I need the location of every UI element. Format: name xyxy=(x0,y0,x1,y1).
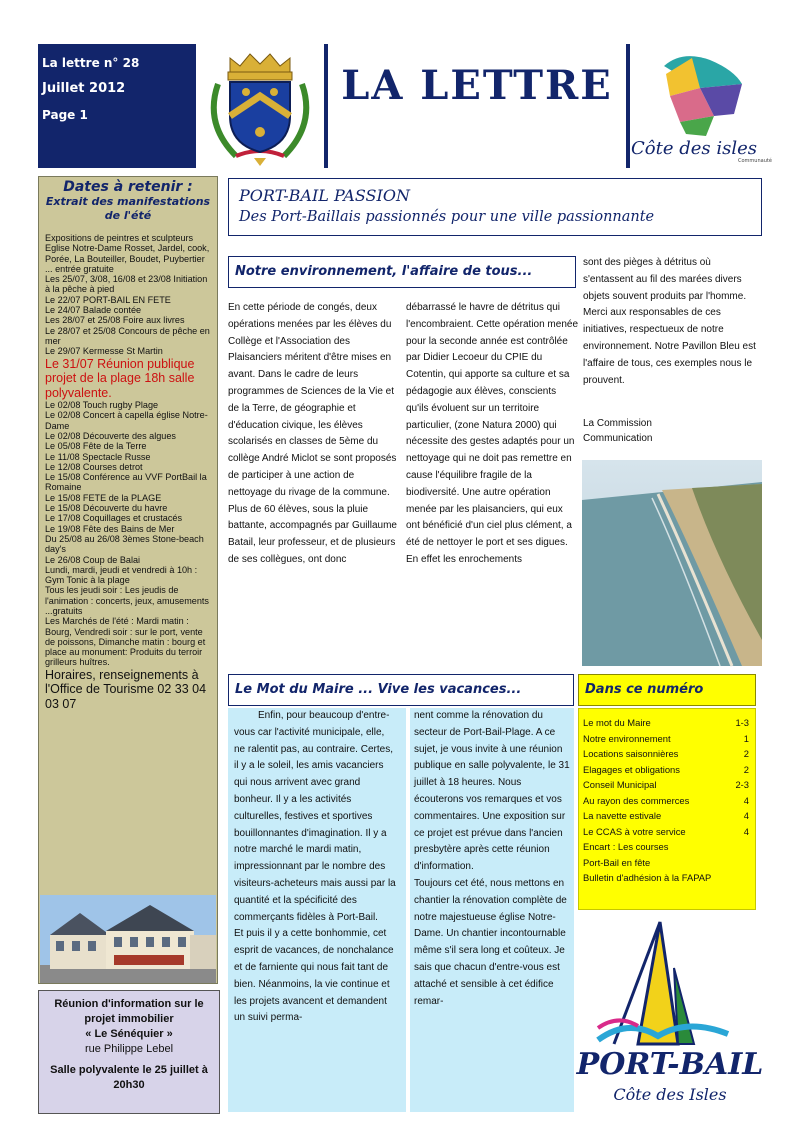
date-entry: Le 15/08 Découverte du havre xyxy=(45,503,168,514)
environment-heading: Notre environnement, l'affaire de tous... xyxy=(228,256,576,288)
contents-item[interactable] xyxy=(583,870,751,886)
contents-item[interactable] xyxy=(583,731,751,747)
maire-paragraph: Toujours cet été, nous mettons en chantier la rénovation complète de notre majestueuse église Notre-Dame. Un chantier incontournable même s'il sera long et coûteux. Je sais que chacun d'entre-vous est attaché et sensible à cet édifice remar- xyxy=(414,877,567,1007)
contents-item[interactable] xyxy=(583,839,751,855)
date-entry: Le 15/08 FETE de la PLAGE xyxy=(45,492,162,503)
contents-item-label: La navette estivale xyxy=(583,810,662,821)
environment-column-3: sont des pièges à détritus où s'entassent au fil des marées divers objets souvent produits par l'homme. Merci aux responsables de ces initiatives, respectueux de notre environnement. Notre Pavillon Bleu est l'affaire de tous, ces exemples nous le prouvent. xyxy=(583,257,756,386)
contents-item[interactable] xyxy=(583,777,751,793)
logo-name: PORT-BAIL xyxy=(576,1047,764,1082)
date-entry: Le 22/07 PORT-BAIL EN FETE xyxy=(45,294,171,305)
date-entry: Du 25/08 au 26/08 3èmes Stone-beach day's xyxy=(45,533,204,555)
contents-item-page: 4 xyxy=(743,794,749,806)
svg-text:Communauté: Communauté xyxy=(738,158,772,164)
date-entry: Le 26/08 Coup de Balai xyxy=(45,554,141,565)
contents-item-label: Au rayon des commerces xyxy=(583,794,690,806)
reunion-date: Salle polyvalente le 25 juillet à 20h30 xyxy=(50,1064,208,1091)
contents-item-label: Notre environnement xyxy=(583,732,671,744)
contents-item-page: 2 xyxy=(743,748,749,759)
date-entry: Les 25/07, 3/08, 16/08 et 23/08 Initiation à la pêche à pied xyxy=(45,274,208,295)
contents-item-page: 1-3 xyxy=(735,717,749,728)
date-entry: Lundi, mardi, jeudi et vendredi à 10h : Gym Tonic à la plage xyxy=(45,564,198,586)
headline-box xyxy=(228,178,762,236)
contents-item-page: 2-3 xyxy=(735,779,749,790)
building-photo xyxy=(40,895,216,983)
contents-item-page: 2 xyxy=(743,763,749,775)
date-entry: Les Marchés de l'été : Mardi matin : Bourg, Vendredi soir : sur le port, vente de poissons, Dimanche matin : bourg et place au monument: Produits du terroir grilleurs huîtres. xyxy=(45,616,206,668)
masthead xyxy=(38,44,772,168)
contents-item-label: Conseil Municipal xyxy=(583,779,657,790)
maire-paragraph: Et puis il y a cette bonhommie, cet esprit de vacances, de nonchalance et de farniente qui nous fait tant de bien. Néanmoins, la vie continue et les projets avancent et demandent un suivi perma- xyxy=(234,928,394,1024)
environment-column-1: En cette période de congés, deux opérations menées par les élèves du Collège et l'Association des Plaisanciers méritent d'être mises en avant. Dans le cadre de leurs programmes de Sciences de la Vie et de la Terre, de géographie et d'éducation civique, les élèves scolarisés en classes de 5ème du collège André Miclot se sont proposés de participer à une action de nettoyage du rivage de la commune. Plus de 60 élèves, sous la pluie battante, accompagnés par Guillaume Batail, leur professeur, et de plusieurs de ses collègues, ont donc xyxy=(228,302,397,565)
date-entry: Le 02/08 Touch rugby Plage xyxy=(45,400,159,411)
date-entry: Expositions de peintres et sculpteurs Eglise Notre-Dame Rosset, Jardel, cook, Porée, La Bouteiller, Boudet, Puybertier ... entrée gratuite xyxy=(45,233,210,274)
article-signature xyxy=(583,416,761,446)
logo-lettering: Côte des isles xyxy=(631,138,757,159)
coat-of-arms-logo xyxy=(196,44,324,168)
contents-item[interactable] xyxy=(583,855,751,871)
issue-date: Juillet 2012 xyxy=(42,81,126,96)
contents-item-label: Encart : Les courses xyxy=(583,841,669,852)
contents-item[interactable] xyxy=(583,808,751,824)
date-entry: Le 02/08 Découverte des algues xyxy=(45,430,176,441)
contents-item-page: 4 xyxy=(743,810,749,821)
dates-title: Dates à retenir : xyxy=(63,179,193,195)
reunion-project-name: « Le Sénéquier » xyxy=(85,1028,173,1040)
contents-item[interactable] xyxy=(583,746,751,762)
headline-subtitle: Des Port-Baillais passionnés pour une ville passionnante xyxy=(239,209,655,225)
contents-item-label: Bulletin d'adhésion à la FAPAP xyxy=(583,872,712,883)
date-highlight: Le 31/07 Réunion publique projet de la plage 18h salle polyvalente. xyxy=(45,356,195,400)
contents-item[interactable] xyxy=(583,762,751,778)
dates-sidebar xyxy=(38,176,218,984)
dates-subtitle: Extrait des manifestations de l'été xyxy=(45,195,211,222)
date-entry: Le 17/08 Coquillages et crustacés xyxy=(45,513,182,524)
signature-line-1: La Commission xyxy=(583,418,652,429)
date-entry: Tous les jeudi soir : Les jeudis de l'animation : concerts, jeux, amusements ...gratuits xyxy=(45,585,209,616)
date-entry: Le 05/08 Fête de la Terre xyxy=(45,441,147,452)
contents-heading: Dans ce numéro xyxy=(578,674,756,706)
maire-column-2 xyxy=(410,708,574,1112)
contents-item-page: 4 xyxy=(743,825,749,837)
reunion-info-box xyxy=(38,990,220,1114)
contents-item[interactable] xyxy=(583,824,751,840)
signature-line-2: Communication xyxy=(583,433,653,444)
date-entry: Le 29/07 Kermesse St Martin xyxy=(45,346,163,357)
date-entry: Le 11/08 Spectacle Russe xyxy=(45,451,151,462)
cote-des-isles-logo xyxy=(630,44,772,168)
contents-item[interactable] xyxy=(583,793,751,809)
tourism-office-info: Horaires, renseignements à l'Office de Tourisme 02 33 04 03 07 xyxy=(45,667,207,711)
maire-column-1 xyxy=(228,708,406,1112)
date-entry: Le 28/07 et 25/08 Concours de pêche en mer xyxy=(45,325,210,346)
contents-item-label: Le mot du Maire xyxy=(583,717,651,728)
logo-tagline: Côte des Isles xyxy=(613,1085,727,1104)
maire-heading: Le Mot du Maire ... Vive les vacances... xyxy=(228,674,574,706)
maire-paragraph: nent comme la rénovation du secteur de Port-Bail-Plage. A ce sujet, je vous invite à une réunion publique en salle polyvalente, le 31 juillet à 18 heures. Nous écouterons vos remarques et vos commentaires. Une exposition sur ce projet est prévue dans l'ancien presbytère après cette réunion d'information. xyxy=(414,710,570,873)
headline-title: PORT-BAIL PASSION xyxy=(239,186,410,205)
title-box xyxy=(328,44,626,168)
date-entry: Le 19/08 Fête des Bains de Mer xyxy=(45,523,175,534)
date-entry: Le 24/07 Balade contée xyxy=(45,305,142,316)
beach-aerial-photo xyxy=(582,460,762,666)
contents-item-page xyxy=(749,855,751,871)
contents-item-page xyxy=(749,870,751,886)
date-entry: Le 15/08 Conférence au VVF PortBail la Romaine xyxy=(45,472,207,493)
newsletter-title: LA LETTRE xyxy=(341,62,613,109)
maire-paragraph: Enfin, pour beaucoup d'entre-vous car l'activité municipale, elle, ne ralentit pas, au contraire. Certes, il y a le soleil, les amis vacanciers qui nous arrivent avec grand bonheur. Il y a les activités culturelles, festives et sportives bouillonnantes d'imagination. Il y a notre marché le mardi matin, impressionnant par le nombre des visiteurs-acheteurs mais aussi par la quantité et la spécificité des commerçants fidèles à Port-Bail. xyxy=(234,710,396,923)
page-number: Page 1 xyxy=(42,108,88,122)
table-of-contents xyxy=(578,708,756,910)
reunion-line-1: Réunion d'information sur le projet immobilier xyxy=(54,998,204,1025)
contents-item[interactable] xyxy=(583,715,751,731)
contents-item-page: 1 xyxy=(743,732,749,744)
contents-item-label: Le CCAS à votre service xyxy=(583,825,686,837)
contents-item-label: Port-Bail en fête xyxy=(583,856,651,868)
environment-column-2: débarrassé le havre de détritus qui l'encombraient. Cette opération menée pour la seconde année est contrôlée par Didier Lecoeur du CPIE du Cotentin, qui apporte sa culture et sa pédagogie aux élèves, conscients qu'ils évoluent sur un territoire particulier, (zone Natura 2000) qui nécessite des gestes adaptés pour un nettoyage qui ne doit pas remettre en cause l'équilibre fragile de la biodiversité. Une autre opération menée par les plaisanciers, qui eux ont bénéficié d'un ciel plus clément, a été de nettoyer le port et ses digues. En effet les enrochements xyxy=(406,302,579,565)
contents-item-page xyxy=(749,839,751,855)
issue-number: La lettre n° 28 xyxy=(42,56,140,70)
issue-info xyxy=(42,50,139,128)
port-bail-logo xyxy=(576,918,764,1110)
reunion-street: rue Philippe Lebel xyxy=(84,1043,174,1055)
contents-item-label: Locations saisonnières xyxy=(583,748,679,759)
date-entry: Le 02/08 Concert à capella église Notre-Dame xyxy=(45,410,208,431)
contents-item-label: Elagages et obligations xyxy=(583,763,680,775)
dates-list xyxy=(39,223,217,711)
date-entry: Le 12/08 Courses detrot xyxy=(45,461,143,472)
date-entry: Les 28/07 et 25/08 Foire aux livres xyxy=(45,315,185,326)
